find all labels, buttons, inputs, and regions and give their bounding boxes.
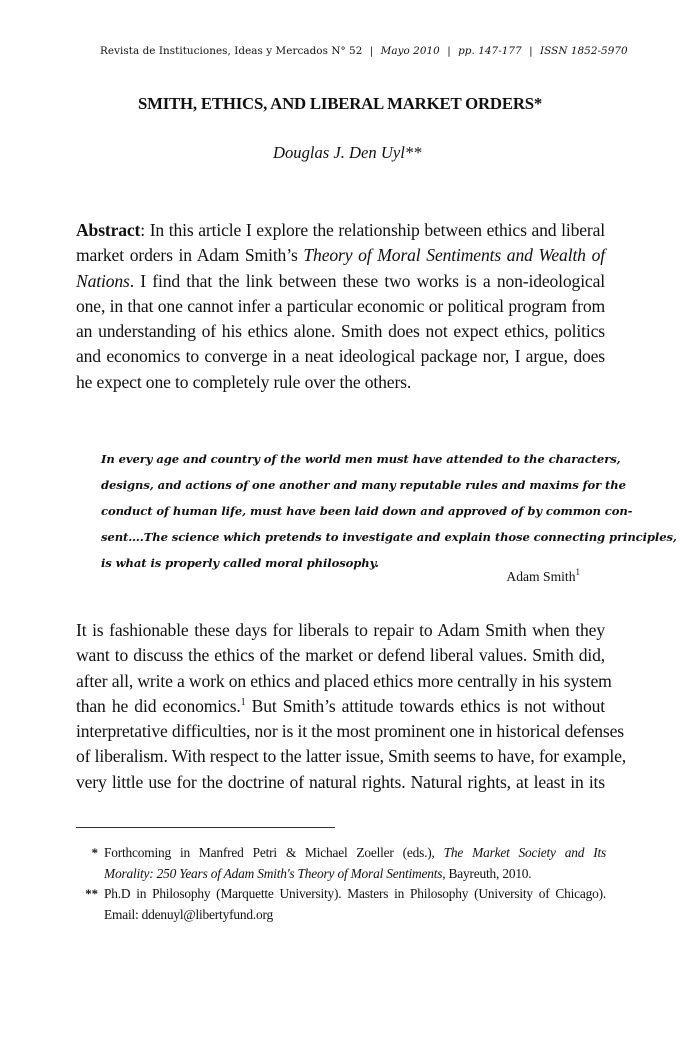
epigraph-line: designs, and actions of one another and many reputable rules and maxims for the: [101, 478, 626, 492]
text-run: , Bayreuth, 2010.: [442, 865, 532, 881]
attribution-name: Adam Smith: [506, 569, 576, 584]
separator: |: [529, 45, 533, 57]
footnote-line: [104, 864, 606, 885]
abstract-line: [76, 218, 605, 243]
text-run: market orders in Adam Smith’s: [76, 245, 304, 266]
epigraph-line: is what is properly called moral philosophy.: [101, 556, 379, 570]
footnotes: [76, 843, 606, 925]
abstract-label: Abstract: [76, 220, 141, 240]
footnote-line: Ph.D in Philosophy (Marquette University). Masters in Philosophy (University of Chicago).: [104, 886, 606, 901]
body-text: [76, 618, 627, 795]
abstract-line: [76, 243, 605, 268]
book-title: Nations: [76, 270, 130, 291]
book-title: Morality: 250 Years of Adam Smith's Theory of Moral Sentiments: [104, 865, 443, 881]
article-title: SMITH, ETHICS, AND LIBERAL MARKET ORDERS*: [137, 94, 543, 113]
footnote-ref[interactable]: 1: [240, 696, 246, 708]
body-line: very little use for the doctrine of natural rights. Natural rights, at least in its: [76, 771, 605, 792]
separator: |: [369, 45, 374, 57]
footnote: [76, 884, 606, 925]
book-title: The Market Society and Its: [443, 845, 606, 860]
footnote-divider: [76, 827, 335, 828]
footnote-mark: *: [91, 846, 98, 860]
footnote-mark: **: [85, 887, 98, 901]
text-run: than he did economics.: [76, 695, 241, 716]
abstract-line: [76, 269, 605, 294]
text-run: But Smith’s attitude towards ethics is not without: [245, 695, 605, 716]
abstract-line: he expect one to completely rule over the others.: [76, 371, 412, 392]
abstract-line: one, in that one cannot infer a particular economic or political program from: [76, 295, 605, 316]
body-line: want to discuss the ethics of the market or defend liberal values. Smith did,: [76, 645, 605, 666]
book-title: Theory of Moral Sentiments and Wealth of: [303, 245, 605, 266]
epigraph-line: conduct of human life, must have been laid down and approved of by common con-: [101, 504, 633, 518]
body-line: interpretative difficulties, nor is it the most prominent one in historical defenses: [76, 721, 624, 742]
epigraph-line: sent….The science which pretends to investigate and explain those connecting principles,: [101, 530, 677, 544]
article-author: Douglas J. Den Uyl**: [273, 143, 422, 162]
body-line: after all, write a work on ethics and placed ethics more centrally in his system: [76, 670, 612, 691]
running-header: [100, 45, 628, 57]
body-line: [76, 694, 605, 719]
abstract-line: and economics to converge in a neat ideological package nor, I argue, does: [76, 346, 605, 367]
body-line: of liberalism. With respect to the latter issue, Smith seems to have, for example,: [76, 746, 627, 767]
abstract: [76, 218, 605, 395]
epigraph: [101, 446, 677, 576]
footnote: [76, 843, 606, 884]
text-run: : In this article I explore the relationship between ethics and liberal: [140, 220, 605, 240]
page-range: pp. 147-177: [458, 45, 522, 57]
issn: ISSN 1852-5970: [540, 45, 628, 57]
text-run: Forthcoming in Manfred Petri & Michael Zoeller (eds.),: [104, 845, 444, 860]
body-line: It is fashionable these days for liberals to repair to Adam Smith when they: [76, 620, 605, 640]
footnote-line: [104, 843, 606, 864]
footnote-ref[interactable]: 1: [575, 567, 580, 577]
separator: |: [447, 45, 451, 57]
epigraph-line: In every age and country of the world men must have attended to the characters,: [101, 452, 621, 466]
author-email[interactable]: Email: ddenuyl@libertyfund.org: [104, 906, 273, 922]
text-run: . I find that the link between these two works is a non-ideological: [129, 270, 605, 291]
issue-date: Mayo 2010: [380, 45, 440, 57]
journal-name: Revista de Instituciones, Ideas y Mercados N° 52: [100, 45, 363, 57]
abstract-line: an understanding of his ethics alone. Smith does not expect ethics, politics: [76, 321, 605, 342]
epigraph-attribution: [506, 569, 580, 585]
